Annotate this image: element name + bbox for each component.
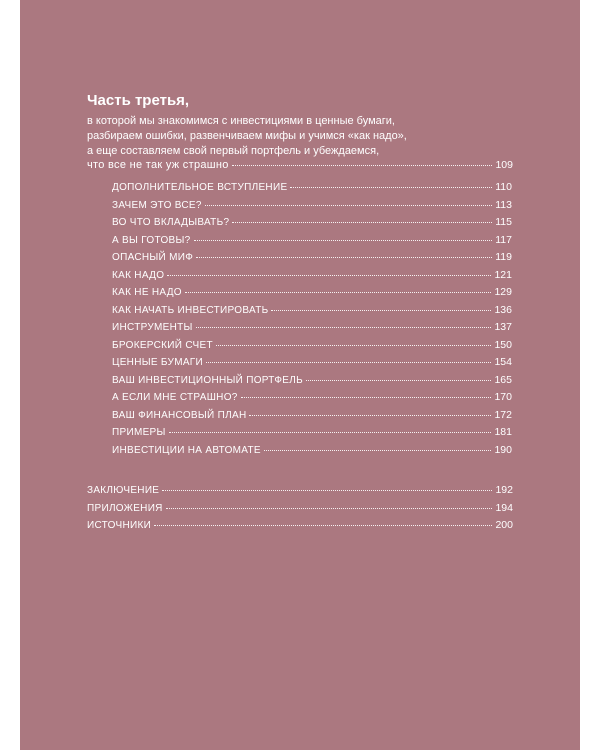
toc-entry-label: ИСТОЧНИКИ [87, 520, 152, 531]
dot-leader [216, 345, 492, 346]
toc-entry[interactable] [112, 198, 512, 213]
toc-entry-label: ЗАЧЕМ ЭТО ВСЕ? [112, 199, 202, 211]
page-number: 136 [494, 303, 512, 316]
toc-entry-label: КАК НЕ НАДО [112, 287, 182, 298]
toc-entry-label: ВО ЧТО ВКЛАДЫВАТЬ? [112, 217, 230, 228]
dot-leader [167, 275, 491, 276]
dot-leader [169, 432, 492, 433]
dot-leader [154, 525, 492, 526]
toc-entry[interactable] [87, 518, 513, 533]
toc-entry-label: БРОКЕРСКИЙ СЧЕТ [112, 339, 213, 351]
toc-entry[interactable] [112, 285, 512, 300]
dot-leader [205, 205, 492, 206]
toc-entry[interactable] [112, 373, 512, 388]
page-number: 154 [494, 356, 512, 368]
toc-entry[interactable] [112, 408, 512, 423]
toc-entry-label: ОПАСНЫЙ МИФ [112, 252, 194, 263]
page-number: 119 [495, 251, 512, 263]
page-number: 165 [494, 373, 512, 386]
toc-entry[interactable] [112, 215, 512, 230]
toc-entry-label: ДОПОЛНИТЕЛЬНОЕ ВСТУПЛЕНИЕ [112, 182, 288, 193]
toc-entry-label: КАК НАЧАТЬ ИНВЕСТИРОВАТЬ [112, 304, 269, 316]
toc-page [20, 0, 580, 750]
toc-entry-label: ЗАКЛЮЧЕНИЕ [87, 485, 160, 496]
toc-entry[interactable] [112, 425, 512, 440]
toc-entry[interactable] [112, 180, 512, 195]
toc-entry[interactable] [87, 483, 513, 498]
part-description [87, 114, 513, 159]
description-line: а еще составляем свой первый портфель и убеждаемся, [87, 145, 380, 157]
toc-entry-label: А ВЫ ГОТОВЫ? [112, 234, 191, 246]
toc-entry[interactable] [87, 501, 513, 516]
dot-leader [232, 165, 493, 166]
dot-leader [264, 450, 492, 451]
dot-leader [271, 310, 491, 311]
toc-entry-label: ВАШ ИНВЕСТИЦИОННЫЙ ПОРТФЕЛЬ [112, 374, 303, 386]
dot-leader [249, 415, 491, 416]
page-number: 129 [494, 286, 512, 298]
page-number: 194 [495, 501, 513, 514]
page-number: 117 [495, 233, 512, 246]
page-number: 110 [495, 181, 512, 193]
part-last-line: что все не так уж страшно [87, 159, 229, 171]
page-number: 192 [495, 484, 513, 496]
page-number: 181 [494, 426, 512, 438]
toc-entry[interactable] [112, 355, 512, 370]
toc-entry[interactable] [112, 233, 512, 248]
page-number: 115 [495, 216, 512, 228]
toc-entry-label: ИНСТРУМЕНТЫ [112, 322, 193, 333]
toc-entry-label: А ЕСЛИ МНЕ СТРАШНО? [112, 392, 238, 403]
part-entry[interactable] [87, 158, 513, 173]
dot-leader [166, 508, 493, 509]
page-number: 109 [495, 159, 513, 171]
dot-leader [206, 362, 491, 363]
toc-entry[interactable] [112, 303, 512, 318]
toc-entry[interactable] [112, 443, 512, 458]
toc-entry[interactable] [112, 390, 512, 405]
toc-entry[interactable] [112, 250, 512, 265]
toc-entry-label: ПРИЛОЖЕНИЯ [87, 502, 163, 514]
dot-leader [196, 327, 492, 328]
page-number: 190 [494, 443, 512, 456]
dot-leader [194, 240, 493, 241]
page-number: 113 [495, 198, 512, 211]
toc-entry-label: ЦЕННЫЕ БУМАГИ [112, 357, 203, 368]
part-title: Часть третья, [87, 92, 190, 109]
page-number: 200 [495, 519, 513, 531]
toc-entry-label: ПРИМЕРЫ [112, 427, 166, 438]
toc-entry-label: ВАШ ФИНАНСОВЫЙ ПЛАН [112, 409, 247, 421]
dot-leader [290, 187, 492, 188]
page-number: 172 [494, 408, 512, 421]
dot-leader [306, 380, 491, 381]
toc-entry[interactable] [112, 338, 512, 353]
page-number: 150 [494, 338, 512, 351]
dot-leader [162, 490, 492, 491]
dot-leader [185, 292, 492, 293]
description-line: в которой мы знакомимся с инвестициями в ценные бумаги, [87, 115, 395, 127]
toc-entry[interactable] [112, 320, 512, 335]
page-number: 170 [494, 391, 512, 403]
dot-leader [196, 257, 492, 258]
dot-leader [241, 397, 492, 398]
description-line: разбираем ошибки, развенчиваем мифы и учимся «как надо», [87, 130, 407, 142]
toc-entry-label: ИНВЕСТИЦИИ НА АВТОМАТЕ [112, 444, 261, 456]
toc-entry-label: КАК НАДО [112, 269, 165, 281]
toc-entry[interactable] [112, 268, 512, 283]
page-number: 137 [494, 321, 512, 333]
dot-leader [232, 222, 492, 223]
page-number: 121 [494, 268, 512, 281]
